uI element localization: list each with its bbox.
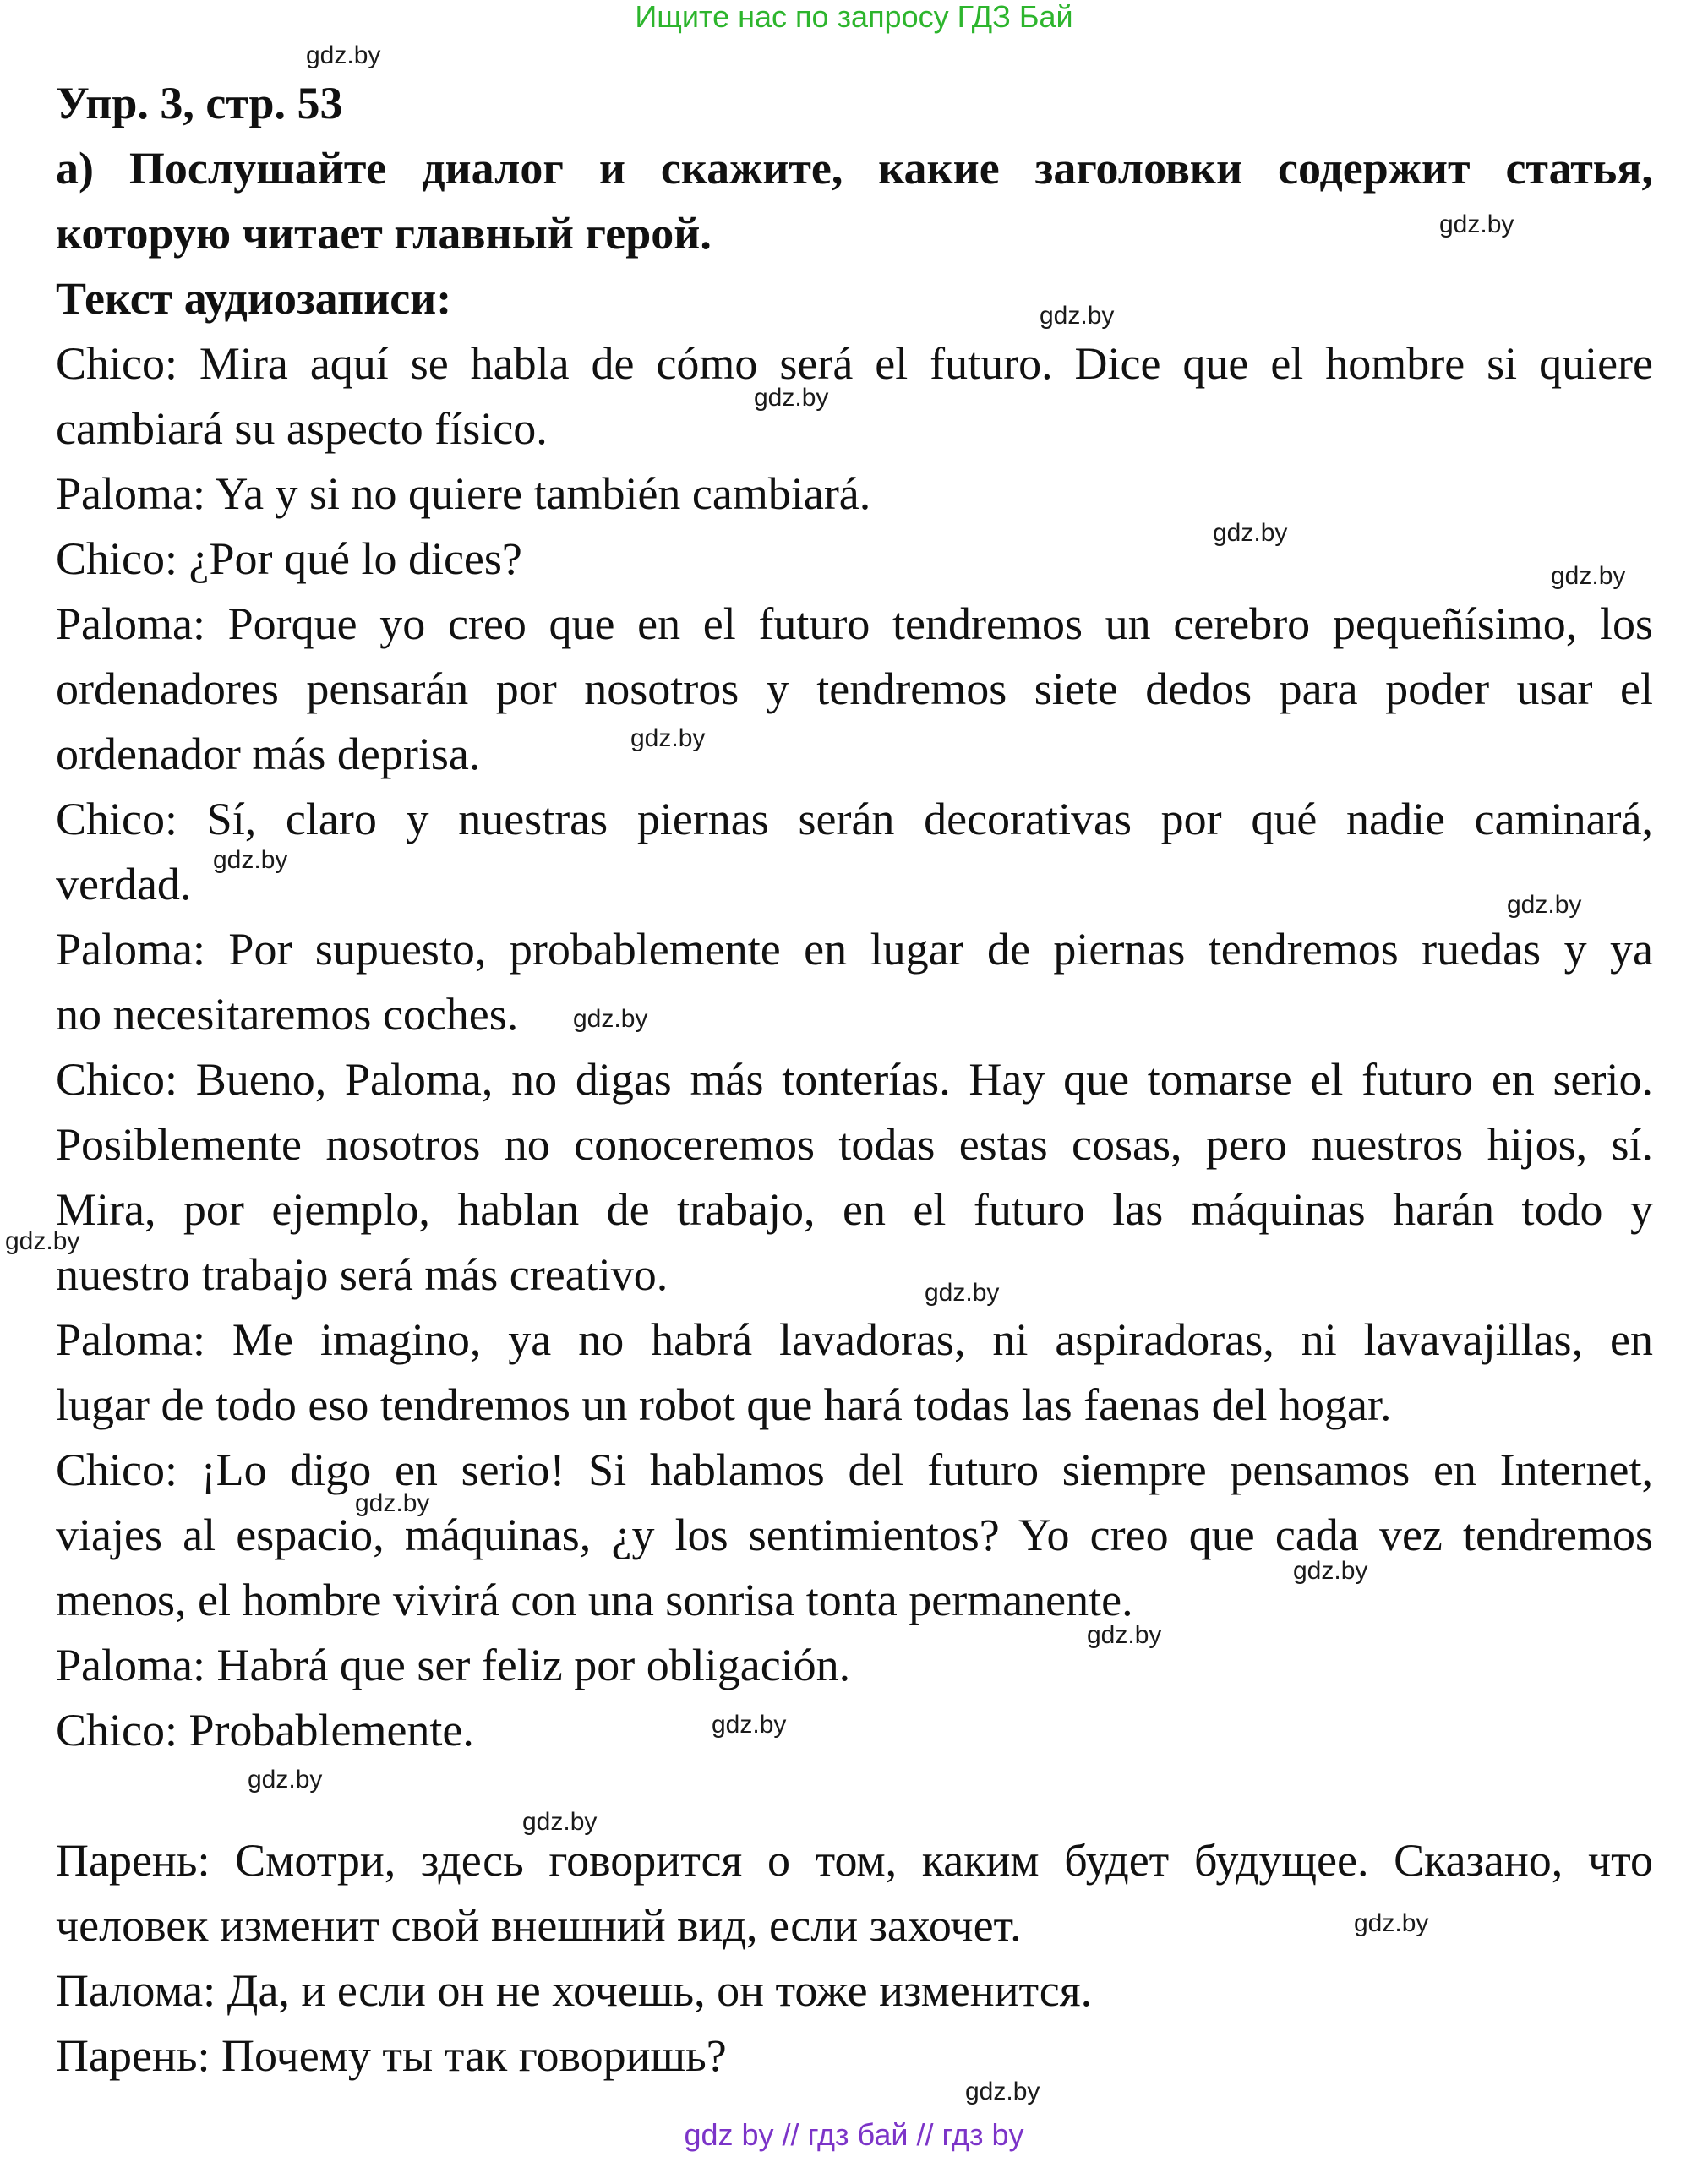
watermark-text: gdz.by — [1040, 302, 1115, 330]
dialogue-line: no necesitaremos coches. — [56, 989, 519, 1040]
task-instruction: а) Послушайте диалог и скажите, какие заголовки содержит статья, — [56, 143, 1653, 194]
watermark-text: gdz.by — [1551, 562, 1626, 590]
watermark-text: gdz.by — [213, 846, 288, 874]
watermark-text: gdz.by — [925, 1279, 1000, 1307]
dialogue-line: Paloma: Por supuesto, probablemente en lugar de piernas tendremos ruedas y ya — [56, 924, 1653, 975]
dialogue-line: cambiará su aspecto físico. — [56, 403, 548, 454]
exercise-title: Упр. 3, стр. 53 — [56, 78, 343, 128]
watermark-text: gdz.by — [522, 1808, 598, 1836]
section-heading: Текст аудиозаписи: — [56, 273, 452, 324]
watermark-text: gdz.by — [573, 1005, 648, 1033]
dialogue-line: Mira, por ejemplo, hablan de trabajo, en el futuro las máquinas harán todo y — [56, 1184, 1653, 1235]
dialogue-line: Paloma: Habrá que ser feliz por obligación. — [56, 1640, 851, 1690]
watermark-text: gdz.by — [754, 384, 829, 412]
watermark-text: gdz.by — [5, 1227, 80, 1255]
watermark-text: gdz.by — [248, 1766, 323, 1794]
watermark-text: gdz.by — [1293, 1557, 1368, 1585]
watermark-text: gdz.by — [1087, 1621, 1162, 1649]
search-banner: Ищите нас по запросу ГДЗ Бай — [635, 0, 1073, 34]
dialogue-line: ordenadores pensarán por nosotros y tendremos siete dedos para poder usar el — [56, 663, 1653, 714]
dialogue-line: verdad. — [56, 859, 192, 909]
dialogue-line: Paloma: Me imagino, ya no habrá lavadoras, ni aspiradoras, ni lavavajillas, en — [56, 1314, 1653, 1365]
dialogue-line: Paloma: Ya y si no quiere también cambiará. — [56, 468, 871, 519]
watermark-text: gdz.by — [306, 41, 381, 69]
translation-line: Парень: Почему ты так говоришь? — [56, 2030, 727, 2081]
dialogue-line: Chico: ¿Por qué lo dices? — [56, 533, 522, 584]
translation-line: Палома: Да, и если он не хочешь, он тоже изменится. — [56, 1965, 1093, 2016]
watermark-text: gdz.by — [1507, 891, 1582, 919]
watermark-text: gdz.by — [1439, 210, 1514, 238]
watermark-text: gdz.by — [1354, 1909, 1429, 1937]
dialogue-line: Posiblemente nosotros no conoceremos todas estas cosas, pero nuestros hijos, sí. — [56, 1119, 1653, 1170]
dialogue-line: viajes al espacio, máquinas, ¿y los sentimientos? Yo creo que cada vez tendremos — [56, 1510, 1653, 1560]
translation-line: Парень: Смотри, здесь говорится о том, каким будет будущее. Сказано, что — [56, 1835, 1653, 1886]
watermark-text: gdz.by — [355, 1489, 430, 1517]
footer-links: gdz by // гдз бай // гдз by — [684, 2117, 1024, 2152]
dialogue-line: Chico: ¡Lo digo en serio! Si hablamos del futuro siempre pensamos en Internet, — [56, 1444, 1653, 1495]
dialogue-line: Chico: Mira aquí se habla de cómo será el futuro. Dice que el hombre si quiere — [56, 338, 1653, 389]
watermark-text: gdz.by — [630, 724, 706, 752]
dialogue-line: Chico: Sí, claro y nuestras piernas serán decorativas por qué nadie caminará, — [56, 794, 1653, 844]
task-instruction: которую читает главный герой. — [56, 208, 712, 259]
translation-line: человек изменит свой внешний вид, если захочет. — [56, 1900, 1022, 1951]
dialogue-line: ordenador más deprisa. — [56, 729, 481, 779]
watermark-text: gdz.by — [965, 2078, 1040, 2105]
dialogue-line: Chico: Bueno, Paloma, no digas más tonterías. Hay que tomarse el futuro en serio. — [56, 1054, 1653, 1105]
dialogue-line: Paloma: Porque yo creo que en el futuro tendremos un cerebro pequeñísimo, los — [56, 598, 1653, 649]
dialogue-line: lugar de todo eso tendremos un robot que hará todas las faenas del hogar. — [56, 1379, 1392, 1430]
dialogue-line: menos, el hombre vivirá con una sonrisa tonta permanente. — [56, 1575, 1133, 1625]
watermark-text: gdz.by — [712, 1711, 787, 1739]
dialogue-line: Chico: Probablemente. — [56, 1705, 474, 1756]
dialogue-line: nuestro trabajo será más creativo. — [56, 1249, 668, 1300]
watermark-text: gdz.by — [1213, 519, 1288, 547]
